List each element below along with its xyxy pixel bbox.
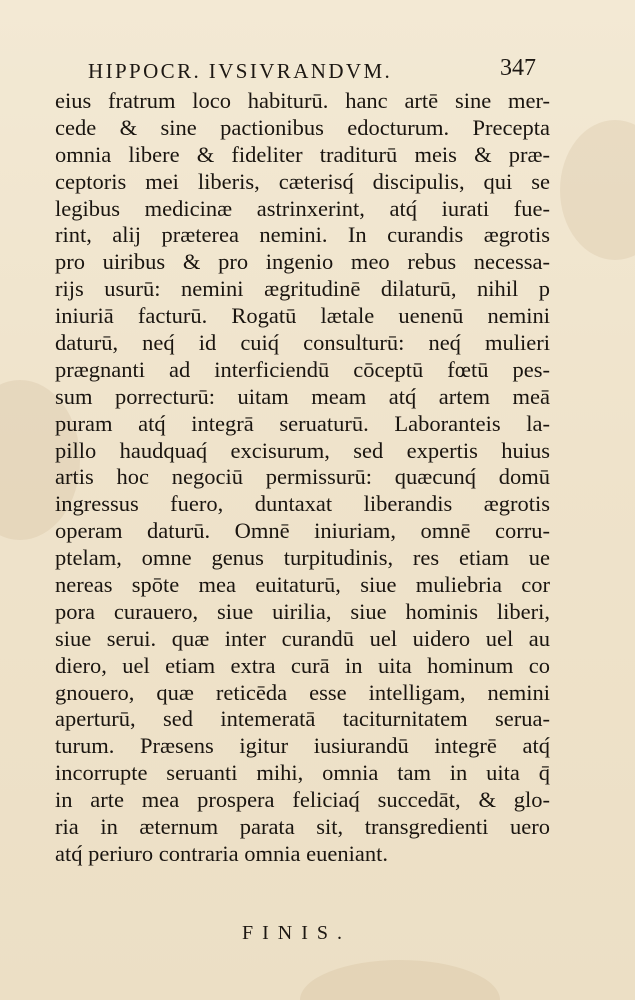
text-line: eius fratrum loco habiturū. hanc artē sine mer- [55, 88, 550, 113]
text-line: pora curauero, siue uirilia, siue hominis liberi, [55, 598, 550, 624]
text-line: gnouero, quæ reticēda esse intelligam, nemini [55, 679, 550, 705]
text-line: siue serui. quæ inter curandū uel uidero uel au [55, 625, 550, 651]
text-line: atq́ periuro contraria omnia eueniant. [55, 840, 388, 866]
text-line: puram atq́ integrā seruaturū. Laboranteis la- [55, 410, 550, 436]
text-line: rijs usurū: nemini ægritudinē dilaturū, nihil p [55, 276, 550, 302]
text-line: rint, alij præterea nemini. In curandis ægrotis [55, 222, 550, 248]
page-number: 347 [500, 55, 536, 81]
text-line: incorrupte seruanti mihi, omnia tam in uita q̄ [55, 760, 550, 786]
text-line: operam daturū. Omnē iniuriam, omnē corru- [55, 518, 550, 544]
text-line: sum porrecturū: uitam meam atq́ artem meā [55, 383, 550, 409]
text-line: ria in æternum parata sit, transgredienti uero [55, 814, 550, 840]
finis-closing: FINIS. [242, 922, 352, 944]
text-line: nereas spōte mea euitaturū, siue muliebria cor [55, 572, 550, 598]
text-line: prægnanti ad interficiendū cōceptū fœtū pes- [55, 356, 550, 382]
text-line: ingressus fuero, duntaxat liberandis ægrotis [55, 491, 550, 517]
text-line: ceptoris mei liberis, cæterisq́ discipulis, qui se [55, 168, 550, 194]
text-line: in arte mea prospera feliciaq́ succedāt, & glo- [55, 787, 550, 813]
text-line: cede & sine pactionibus edocturum. Precepta [55, 114, 550, 140]
text-line: diero, uel etiam extra curā in uita hominum co [55, 652, 550, 678]
text-line: daturū, neq́ id cuiq́ consulturū: neq́ mulieri [55, 330, 550, 356]
text-line: aperturū, sed intemeratā taciturnitatem serua- [55, 706, 550, 732]
paper-stain [300, 960, 500, 1000]
text-line: ptelam, omne genus turpitudinis, res etiam ue [55, 545, 550, 571]
text-line: legibus medicinæ astrinxerint, atq́ iurati fue- [55, 195, 550, 221]
text-line: turum. Præsens igitur iusiurandū integrē atq́ [55, 733, 550, 759]
text-line: iniuriā facturū. Rogatū lætale uenenū nemini [55, 303, 550, 329]
text-line: omnia libere & fideliter traditurū meis & præ- [55, 141, 550, 167]
text-line: pillo haudquaq́ excisurum, sed expertis huius [55, 437, 550, 463]
running-head [88, 55, 548, 87]
running-head-title: HIPPOCR. IVSIVRANDVM. [88, 59, 393, 83]
body-text [55, 88, 550, 868]
paper-stain [560, 120, 635, 260]
text-line: artis hoc negociū permissurū: quæcunq́ domū [55, 464, 550, 490]
text-line: pro uiribus & pro ingenio meo rebus necessa- [55, 249, 550, 275]
